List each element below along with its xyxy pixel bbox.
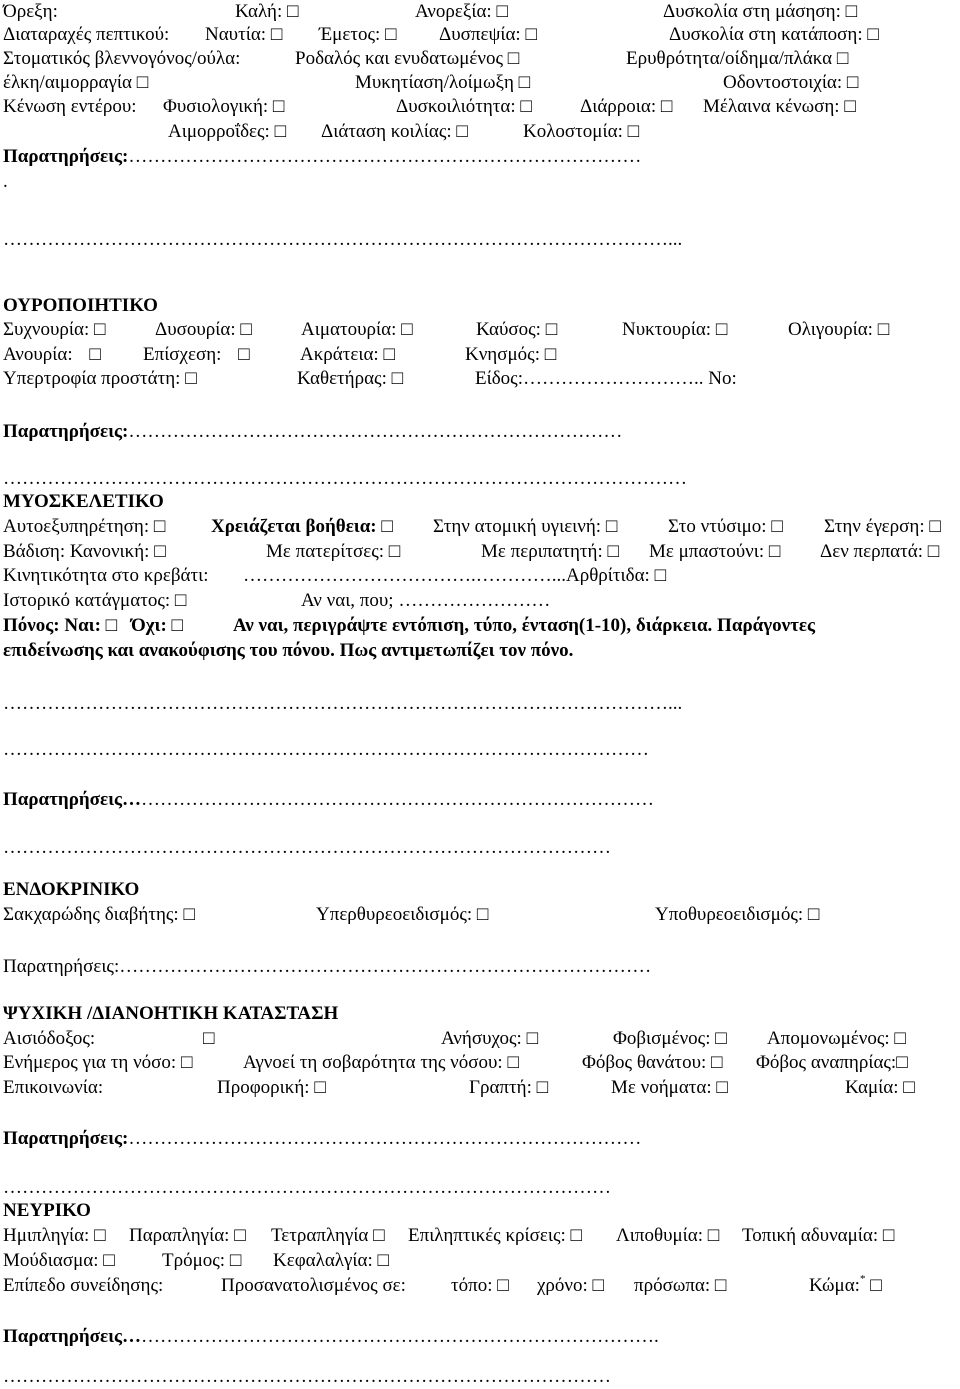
label-oriented: Προσανατολισμένος σε:: [221, 1275, 406, 1296]
opt-scared[interactable]: Φοβισμένος: □: [613, 1028, 727, 1049]
checkbox[interactable]: □: [94, 1225, 106, 1246]
endo-notes[interactable]: Παρατηρήσεις:…………………………………………………………………………: [3, 956, 652, 977]
opt-prostate[interactable]: Υπερτροφία προστάτη: □: [3, 368, 197, 389]
checkbox[interactable]: □: [497, 1275, 509, 1296]
checkbox[interactable]: □: [716, 1077, 728, 1098]
checkbox[interactable]: □: [183, 904, 195, 925]
checkbox[interactable]: □: [274, 121, 287, 142]
row-walking: [3, 540, 954, 564]
opt-melena[interactable]: Μέλαινα κένωση: □: [703, 96, 856, 117]
pain-dots-b[interactable]: …………………………………………………………………………………………: [3, 739, 649, 760]
label-bed-mobility: Κινητικότητα στο κρεβάτι:: [3, 565, 209, 586]
notes-dots: ………………………………………………………………………: [128, 146, 642, 167]
opt-crutches[interactable]: Με πατερίτσες: □: [266, 541, 401, 562]
opt-dressing[interactable]: Στο ντύσιμο: □: [668, 516, 783, 537]
opt-anuria[interactable]: Ανουρία: □: [3, 344, 101, 365]
row-appetite: [3, 0, 954, 24]
opt-normal[interactable]: Φυσιολογική: □: [163, 96, 285, 117]
checkbox[interactable]: □: [711, 1052, 723, 1073]
pain-dots-a[interactable]: ……………………………………………………………………………………………...: [3, 693, 683, 714]
opt-seizures[interactable]: Επιληπτικές κρίσεις: □: [408, 1225, 582, 1246]
checkbox[interactable]: □: [654, 565, 667, 586]
label-appetite: Όρεξη:: [3, 1, 58, 22]
checkbox[interactable]: □: [234, 1225, 246, 1246]
opt-none[interactable]: Καμία: □: [845, 1077, 915, 1098]
opt-numbness[interactable]: Μούδιασμα: □: [3, 1250, 115, 1271]
opt-weakness[interactable]: Τοπική αδυναμία: □: [742, 1225, 895, 1246]
checkbox[interactable]: □: [496, 1, 508, 22]
checkbox[interactable]: □: [240, 319, 252, 340]
checkbox[interactable]: □: [383, 344, 395, 365]
opt-isolated[interactable]: Απομονωμένος: □: [767, 1028, 906, 1049]
checkbox[interactable]: □: [896, 1052, 908, 1073]
row-communication: [3, 1076, 954, 1100]
opt-walker[interactable]: Με περιπατητή: □: [481, 541, 619, 562]
opt-written[interactable]: Γραπτή: □: [469, 1077, 549, 1098]
opt-informed[interactable]: Ενήμερος για τη νόσο: □: [3, 1052, 193, 1073]
opt-paraplegia[interactable]: Παραπληγία: □: [129, 1225, 246, 1246]
checkbox[interactable]: □: [507, 1052, 519, 1073]
checkbox[interactable]: □: [93, 319, 106, 340]
opt-retention[interactable]: Επίσχεση: □: [143, 344, 250, 365]
row-pain: [3, 614, 954, 638]
opt-itching[interactable]: Κνησμός: □: [465, 344, 557, 365]
opt-distension[interactable]: Διάταση κοιλίας: □: [321, 121, 468, 142]
checkbox[interactable]: □: [836, 48, 849, 69]
opt-diabetes[interactable]: Σακχαρώδης διαβήτης: □: [3, 904, 195, 925]
opt-pain-no[interactable]: Όχι: □: [131, 615, 184, 636]
row-uro-2: [3, 343, 954, 367]
checkbox[interactable]: □: [180, 1052, 193, 1073]
checkbox[interactable]: □: [715, 1028, 727, 1049]
row-bed-mobility: [3, 564, 954, 588]
opt-headache[interactable]: Κεφαλαλγία: □: [273, 1250, 389, 1271]
opt-dysuria[interactable]: Δυσουρία: □: [155, 319, 252, 340]
opt-chewing[interactable]: Δυσκολία στη μάσηση: □: [663, 1, 858, 22]
checkbox[interactable]: □: [238, 344, 250, 365]
psych-notes[interactable]: Παρατηρήσεις:………………………………………………………………………: [3, 1128, 642, 1149]
musc-notes[interactable]: Παρατηρήσεις…………………………………………………………………………: [3, 789, 655, 810]
checkbox[interactable]: □: [373, 1225, 385, 1246]
opt-disability-fear[interactable]: Φόβος αναπηρίας:□: [756, 1052, 908, 1073]
opt-walking-normal[interactable]: Βάδιση: Κανονική: □: [3, 541, 166, 562]
checkbox[interactable]: □: [845, 1, 858, 22]
opt-tremor[interactable]: Τρόμος: □: [162, 1250, 242, 1271]
opt-fainting[interactable]: Λιποθυμία: □: [616, 1225, 720, 1246]
row-pain-2: επιδείνωσης και ανακούφισης του πόνου. Πως αντιμετωπίζει τον πόνο.: [3, 640, 574, 661]
opt-nausea[interactable]: Ναυτία: □: [205, 24, 283, 45]
opt-anorexia[interactable]: Ανορεξία: □: [415, 1, 508, 22]
musc-notes-line2[interactable]: ……………………………………………………………………………………: [3, 837, 611, 858]
opt-dyspepsia[interactable]: Δυσπεψία: □: [439, 24, 537, 45]
checkbox[interactable]: □: [882, 1225, 895, 1246]
opt-hyperthyroid[interactable]: Υπερθυρεοειδισμός: □: [316, 904, 489, 925]
checkbox[interactable]: □: [229, 1250, 242, 1271]
checkbox[interactable]: □: [627, 121, 640, 142]
label-bowel: Κένωση εντέρου:: [3, 96, 137, 117]
opt-no-walk[interactable]: Δεν περπατά: □: [820, 541, 940, 562]
checkbox[interactable]: □: [545, 319, 558, 340]
opt-pain-yes[interactable]: Πόνος: Ναι: □: [3, 615, 118, 636]
opt-diarrhea[interactable]: Διάρροια: □: [580, 96, 673, 117]
gi-notes-line2[interactable]: ……………………………………………………………………………………………...: [3, 229, 683, 250]
checkbox[interactable]: □: [807, 904, 820, 925]
checkbox[interactable]: □: [768, 541, 781, 562]
opt-person[interactable]: πρόσωπα: □: [634, 1275, 727, 1296]
checkbox[interactable]: □: [381, 516, 393, 537]
opt-ignores[interactable]: Αγνοεί τη σοβαρότητα της νόσου: □: [243, 1052, 519, 1073]
row-digestive: [3, 23, 954, 47]
checkbox[interactable]: □: [605, 516, 618, 537]
row-fracture: [3, 589, 954, 613]
opt-vomiting[interactable]: Έμετος: □: [319, 24, 397, 45]
opt-ulcers[interactable]: έλκη/αιμορραγία □: [3, 72, 149, 93]
checkbox[interactable]: □: [570, 1225, 582, 1246]
opt-redness[interactable]: Ερυθρότητα/οίδημα/πλάκα □: [626, 48, 849, 69]
row-uro-3: [3, 367, 954, 391]
checkbox[interactable]: □: [377, 1250, 389, 1271]
opt-arthritis[interactable]: ……………………………….…………...Αρθρίτιδα: □: [243, 565, 667, 586]
opt-selfcare[interactable]: Αυτοεξυπηρέτηση: □: [3, 516, 166, 537]
opt-death-fear[interactable]: Φόβος θανάτου: □: [582, 1052, 723, 1073]
row-psych-1: [3, 1027, 954, 1051]
opt-hemiplegia[interactable]: Ημιπληγία: □: [3, 1225, 106, 1246]
checkbox[interactable]: □: [89, 344, 101, 365]
checkbox[interactable]: □: [707, 1225, 720, 1246]
checkbox[interactable]: □: [105, 615, 118, 636]
catheter-type-field[interactable]: Είδος:……………………….. Νο:: [475, 368, 737, 389]
row-ulcers: [3, 71, 954, 95]
checkbox[interactable]: □: [154, 541, 166, 562]
opt-swallowing[interactable]: Δυσκολία στη κατάποση: □: [669, 24, 879, 45]
checkbox[interactable]: □: [388, 541, 401, 562]
checkbox[interactable]: □: [391, 368, 404, 389]
checkbox[interactable]: □: [136, 72, 149, 93]
checkbox[interactable]: □: [385, 24, 397, 45]
checkbox[interactable]: □: [272, 96, 285, 117]
neuro-title: ΝΕΥΡΙΚΟ: [3, 1200, 91, 1221]
opt-rising[interactable]: Στην έγερση: □: [824, 516, 941, 537]
row-endo: [3, 903, 954, 927]
opt-place[interactable]: τόπο: □: [451, 1275, 509, 1296]
checkbox[interactable]: □: [518, 72, 531, 93]
label-digestive: Διαταραχές πεπτικού:: [3, 24, 170, 45]
checkbox[interactable]: □: [771, 516, 783, 537]
row-selfcare: [3, 515, 954, 539]
row-neuro-2: [3, 1249, 954, 1273]
checkbox[interactable]: □: [846, 72, 859, 93]
checkbox[interactable]: □: [894, 1028, 906, 1049]
uro-notes-line2[interactable]: ………………………………………………………………………………………………: [3, 468, 687, 489]
opt-oliguria[interactable]: Ολιγουρία: □: [788, 319, 890, 340]
fracture-where[interactable]: Αν ναι, που; ……………………: [301, 590, 551, 611]
checkbox[interactable]: □: [660, 96, 673, 117]
opt-burning[interactable]: Καύσος: □: [476, 319, 558, 340]
checkbox[interactable]: □: [544, 344, 557, 365]
notes-label: Παρατηρήσεις:: [3, 146, 129, 167]
checkbox[interactable]: □: [507, 48, 520, 69]
opt-pink[interactable]: Ροδαλός και ενυδατωμένος □: [295, 48, 520, 69]
opt-incontinence[interactable]: Ακράτεια: □: [300, 344, 395, 365]
checkbox[interactable]: □: [525, 24, 537, 45]
opt-time[interactable]: χρόνο: □: [537, 1275, 605, 1296]
opt-nocturia[interactable]: Νυκτουρία: □: [622, 319, 728, 340]
gi-notes-dot: .: [3, 171, 8, 192]
opt-hematuria[interactable]: Αιματουρία: □: [301, 319, 413, 340]
opt-tetraplegia[interactable]: Τετραπληγία □: [271, 1225, 385, 1246]
opt-hygiene[interactable]: Στην ατομική υγιεινή: □: [433, 516, 618, 537]
checkbox[interactable]: □: [171, 615, 184, 636]
checkbox[interactable]: □: [153, 516, 166, 537]
opt-oral[interactable]: Προφορική: □: [217, 1077, 326, 1098]
checkbox[interactable]: □: [476, 904, 489, 925]
row-consciousness: [3, 1274, 954, 1298]
checkbox[interactable]: □: [174, 590, 187, 611]
row-uro-1: [3, 318, 954, 342]
opt-dentures[interactable]: Οδοντοστοιχία: □: [723, 72, 859, 93]
checkbox[interactable]: □: [520, 96, 532, 117]
checkbox[interactable]: □: [870, 1275, 882, 1296]
asterisk: *: [859, 1273, 866, 1285]
row-mucosa: [3, 47, 954, 71]
pain-description: Αν ναι, περιγράψτε εντόπιση, τύπο, ένταση(1-10), διάρκεια. Παράγοντες: [233, 615, 815, 636]
checkbox[interactable]: □: [592, 1275, 605, 1296]
psych-notes-line2[interactable]: ……………………………………………………………………………………: [3, 1177, 611, 1198]
opt-signs[interactable]: Με νοήματα: □: [611, 1077, 728, 1098]
checkbox[interactable]: □: [867, 24, 879, 45]
opt-constipation[interactable]: Δυσκοιλιότητα: □: [396, 96, 532, 117]
uro-notes[interactable]: Παρατηρήσεις:……………………………………………………………………: [3, 421, 623, 442]
neuro-notes[interactable]: Παρατηρήσεις………………………………………………………………………….: [3, 1326, 659, 1347]
opt-catheter[interactable]: Καθετήρας: □: [297, 368, 404, 389]
row-psych-2: [3, 1051, 954, 1075]
opt-hemorrhoids[interactable]: Αιμορροΐδες: □: [168, 121, 287, 142]
opt-anxious[interactable]: Ανήσυχος: □: [441, 1028, 539, 1049]
opt-canes[interactable]: Με μπαστούνι: □: [649, 541, 781, 562]
checkbox[interactable]: □: [844, 96, 856, 117]
checkbox[interactable]: □: [103, 1250, 115, 1271]
opt-coma[interactable]: Κώμα:* □: [809, 1273, 882, 1296]
opt-fracture[interactable]: Ιστορικό κατάγματος: □: [3, 590, 187, 611]
checkbox[interactable]: □: [536, 1077, 549, 1098]
opt-frequency[interactable]: Συχνουρία: □: [3, 319, 106, 340]
opt-good[interactable]: Καλή: □: [235, 1, 299, 22]
label-communication: Επικοινωνία:: [3, 1077, 104, 1098]
checkbox[interactable]: □: [929, 516, 941, 537]
checkbox[interactable]: □: [903, 1077, 915, 1098]
checkbox[interactable]: □: [286, 1, 299, 22]
row-bowel: [3, 95, 954, 119]
checkbox[interactable]: □: [401, 319, 413, 340]
row-other-gi: [3, 120, 954, 144]
label-mucosa: Στοματικός βλεννογόνος/ούλα:: [3, 48, 241, 69]
checkbox[interactable]: □: [877, 319, 890, 340]
opt-needs-help[interactable]: Χρειάζεται βοήθεια: □: [211, 516, 393, 537]
checkbox[interactable]: □: [456, 121, 468, 142]
checkbox[interactable]: □: [526, 1028, 539, 1049]
checkbox[interactable]: □: [314, 1077, 326, 1098]
endo-title: ΕΝΔΟΚΡΙΝΙΚΟ: [3, 879, 140, 900]
checkbox[interactable]: □: [607, 541, 619, 562]
opt-candida[interactable]: Μυκητίαση/λοίμωξη □: [355, 72, 531, 93]
musc-title: ΜΥΟΣΚΕΛΕΤΙΚΟ: [3, 491, 164, 512]
checkbox[interactable]: □: [270, 24, 283, 45]
psych-title: ΨΥΧΙΚΗ /ΔΙΑΝΟΗΤΙΚΗ ΚΑΤΑΣΤΑΣΗ: [3, 1003, 339, 1024]
opt-hypothyroid[interactable]: Υποθυρεοειδισμός: □: [655, 904, 820, 925]
checkbox[interactable]: □: [927, 541, 940, 562]
checkbox[interactable]: □: [715, 319, 728, 340]
neuro-notes-line2[interactable]: ……………………………………………………………………………………: [3, 1366, 611, 1387]
checkbox-optimist[interactable]: □: [203, 1028, 215, 1049]
label-consciousness: Επίπεδο συνείδησης:: [3, 1275, 164, 1296]
checkbox[interactable]: □: [714, 1275, 727, 1296]
label-optimist: Αισιόδοξος:: [3, 1028, 96, 1049]
checkbox[interactable]: □: [185, 368, 197, 389]
gi-notes[interactable]: [3, 145, 954, 169]
uro-title: ΟΥΡΟΠΟΙΗΤΙΚΟ: [3, 295, 158, 316]
row-neuro-1: [3, 1224, 954, 1248]
opt-colostomy[interactable]: Κολοστομία: □: [523, 121, 640, 142]
